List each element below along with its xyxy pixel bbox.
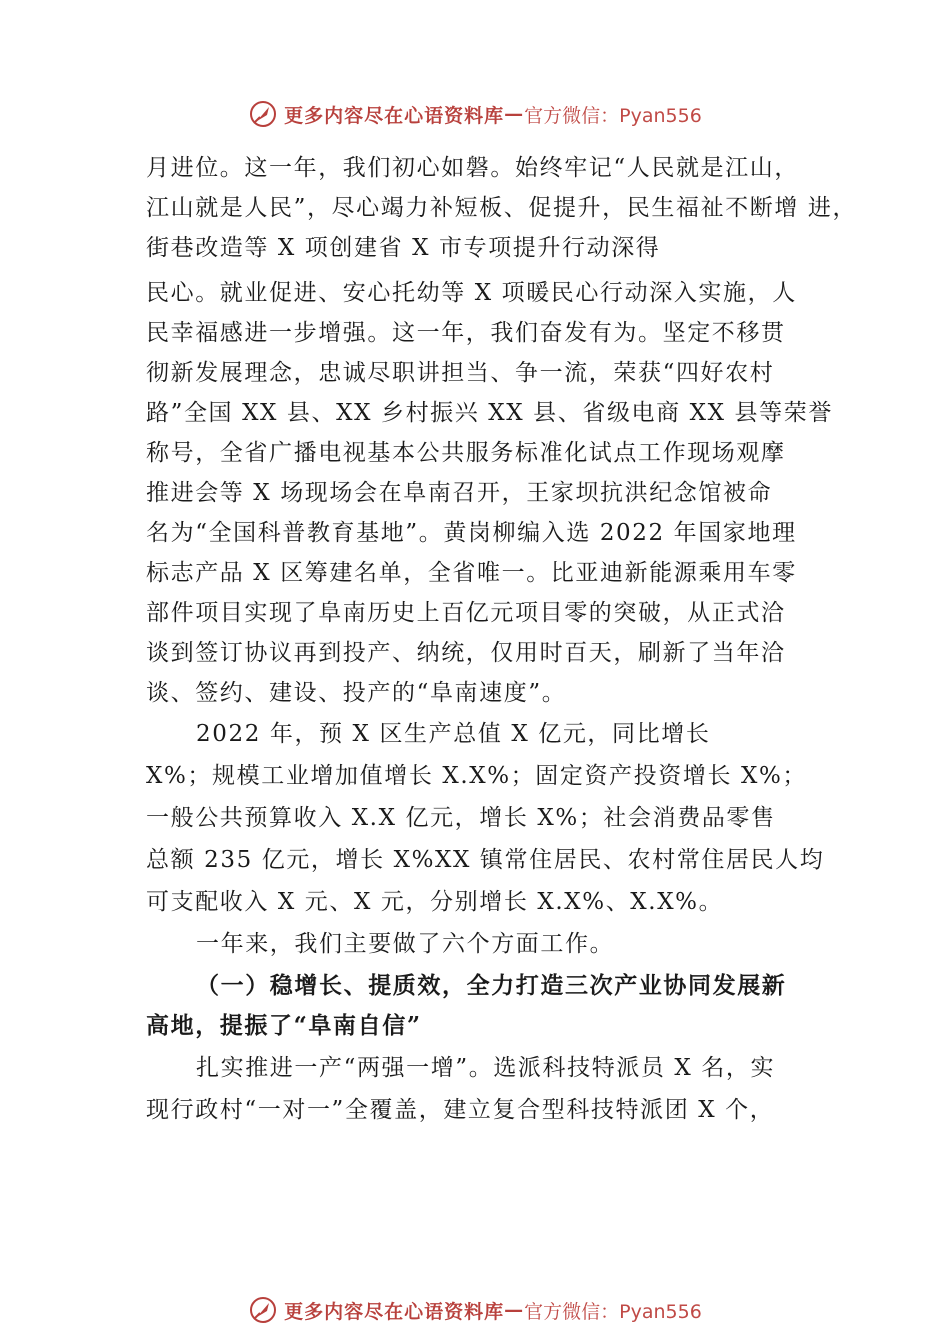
body-line: 民心。就业促进、安心托幼等 X 项暖民心行动深入实施，人 bbox=[146, 280, 797, 306]
body-line: 推进会等 X 场现场会在阜南召开，王家坝抗洪纪念馆被命 bbox=[146, 480, 773, 506]
body-line: 部件项目实现了阜南历史上百亿元项目零的突破，从正式洽 bbox=[146, 600, 786, 626]
body-line: 谈、签约、建设、投产的“阜南速度”。 bbox=[146, 680, 567, 706]
body-line: 名为“全国科普教育基地”。黄岗柳编入选 2022 年国家地理 bbox=[146, 520, 797, 546]
body-line: 一年来，我们主要做了六个方面工作。 bbox=[196, 931, 615, 957]
feather-pen-logo-icon bbox=[248, 99, 278, 129]
body-line: 称号，全省广播电视基本公共服务标准化试点工作现场观摩 bbox=[146, 440, 786, 466]
body-line: 标志产品 X 区筹建名单，全省唯一。比亚迪新能源乘用车零 bbox=[146, 560, 797, 586]
body-line: X%；规模工业增加值增长 X.X%；固定资产投资增长 X%； bbox=[146, 763, 807, 789]
banner-dash: — bbox=[504, 1299, 525, 1321]
body-line: 街巷改造等 X 项创建省 X 市专项提升行动深得 bbox=[146, 235, 661, 261]
body-line: 谈到签订协议再到投产、纳统，仅用时百天，刷新了当年洽 bbox=[146, 640, 786, 666]
banner-dash: — bbox=[504, 103, 525, 125]
feather-pen-logo-icon bbox=[248, 1295, 278, 1325]
footer-watermark-banner bbox=[0, 1290, 950, 1330]
banner-brand-text: 更多内容尽在心语资料库 bbox=[284, 1300, 505, 1323]
body-line: 现行政村“一对一”全覆盖，建立复合型科技特派团 X 个， bbox=[146, 1097, 775, 1123]
banner-brand-text: 更多内容尽在心语资料库 bbox=[284, 104, 505, 127]
section-heading-line: （一）稳增长、提质效，全力打造三次产业协同发展新 bbox=[196, 972, 787, 999]
body-line: 总额 235 亿元，增长 X%XX 镇常住居民、农村常住居民人均 bbox=[146, 847, 825, 873]
section-heading-line: 高地，提振了“阜南自信” bbox=[146, 1012, 422, 1039]
banner-wechat-text: 官方微信：Pyan556 bbox=[524, 104, 702, 127]
header-watermark-banner bbox=[0, 94, 950, 134]
body-line: 2022 年，预 X 区生产总值 X 亿元，同比增长 bbox=[196, 721, 711, 747]
body-line: 路”全国 XX 县、XX 乡村振兴 XX 县、省级电商 XX 县等荣誉 bbox=[146, 400, 833, 426]
body-line: 可支配收入 X 元、X 元，分别增长 X.X%、X.X%。 bbox=[146, 889, 724, 915]
body-line: 月进位。这一年，我们初心如磐。始终牢记“人民就是江山， bbox=[146, 155, 799, 181]
body-line: 江山就是人民”，尽心竭力补短板、促提升，民生福祉不断增 进， bbox=[146, 195, 858, 221]
body-line: 彻新发展理念，忠诚尽职讲担当、争一流，荣获“四好农村 bbox=[146, 360, 775, 386]
body-line: 民幸福感进一步增强。这一年，我们奋发有为。坚定不移贯 bbox=[146, 320, 786, 346]
banner-wechat-text: 官方微信：Pyan556 bbox=[524, 1300, 702, 1323]
body-line: 一般公共预算收入 X.X 亿元，增长 X%；社会消费品零售 bbox=[146, 805, 776, 831]
body-line: 扎实推进一产“两强一增”。选派科技特派员 X 名，实 bbox=[196, 1055, 776, 1081]
